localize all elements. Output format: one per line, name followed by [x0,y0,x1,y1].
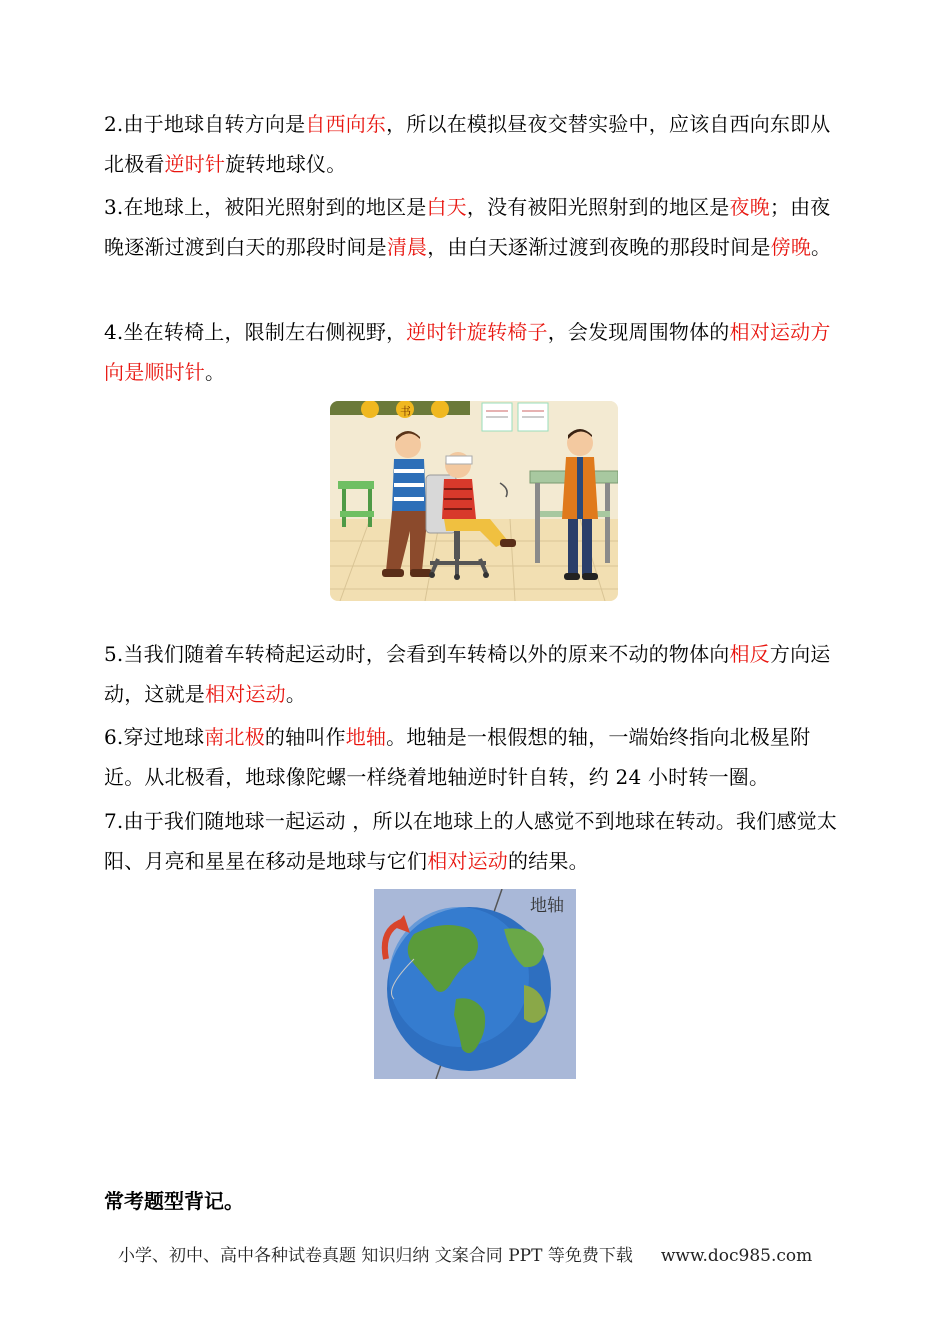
item-text: 6.穿过地球 [104,725,205,749]
highlighted-answer: 白天 [426,195,467,219]
footer-site-link[interactable]: www.doc985.com [660,1246,813,1266]
highlighted-answer: 相对运动 [427,849,509,873]
item-text: 5.当我们随着车转椅起运动时，会看到车转椅以外的原来不动的物体向 [104,642,730,666]
item-text: 旋转地球仪。 [225,152,347,176]
highlighted-answer: 相对运动 [205,682,286,706]
highlighted-answer: 逆时针旋转椅子 [406,320,548,344]
item-text: 3.在地球上，被阳光照射到的地区是 [104,195,427,219]
highlighted-answer: 逆时针 [164,152,226,176]
section-title: 常考题型背记。 [104,1189,244,1213]
sign-text: 书 [400,405,411,418]
item-text: ，由白天逐渐过渡到夜晚的那段时间是 [427,235,771,259]
highlighted-answer: 地轴 [345,725,387,749]
globe-illustration [374,889,576,1079]
item-6 [104,717,849,797]
item-text: 方向运动，这就是 [104,642,831,706]
item-text: 4.坐在转椅上，限制左右侧视野， [104,320,407,344]
highlighted-answer: 相对运动方向是顺时针 [104,320,831,384]
footer-text: 小学、初中、高中各种试卷真题 知识归纳 文案合同 PPT 等免费下载 [118,1246,633,1266]
axis-label: 地轴 [530,896,564,916]
item-5 [104,634,849,714]
item-text: 。 [811,235,832,259]
item-7 [104,801,849,881]
item-4 [104,312,849,392]
highlighted-answer: 夜晚 [729,195,770,219]
item-text: 的结果。 [508,849,589,873]
highlighted-answer: 傍晚 [770,235,812,259]
item-3 [104,187,849,267]
swivel-chair-illustration [330,401,618,601]
item-text: 。 [205,360,226,384]
item-text: 2.由于地球自转方向是 [104,112,306,136]
highlighted-answer: 南北极 [204,725,265,749]
highlighted-answer: 自西向东 [305,112,387,136]
highlighted-answer: 清晨 [386,235,428,259]
item-text: 的轴叫作 [264,725,346,749]
highlighted-answer: 相反 [729,642,770,666]
item-text: ；由夜晚逐渐过渡到白天的那段时间是 [104,195,831,259]
footer [118,1241,838,1266]
item-text: 。地轴是一根假想的轴，一端始终指向北极星附近。从北极看，地球像陀螺一样绕着地轴逆时针自转，约 24 小时转一圈。 [104,725,811,789]
item-text: ，会发现周围物体的 [547,320,730,344]
item-2 [104,104,849,184]
item-text: ，没有被阳光照射到的地区是 [466,195,730,219]
item-text: 。 [285,682,307,706]
item-text: ，所以在模拟昼夜交替实验中，应该自西向东即从北极看 [104,112,831,176]
item-text: 7.由于我们随地球一起运动 ，所以在地球上的人感觉不到地球在转动。我们感觉太阳、月亮和星星在移动是地球与它们 [104,809,838,873]
